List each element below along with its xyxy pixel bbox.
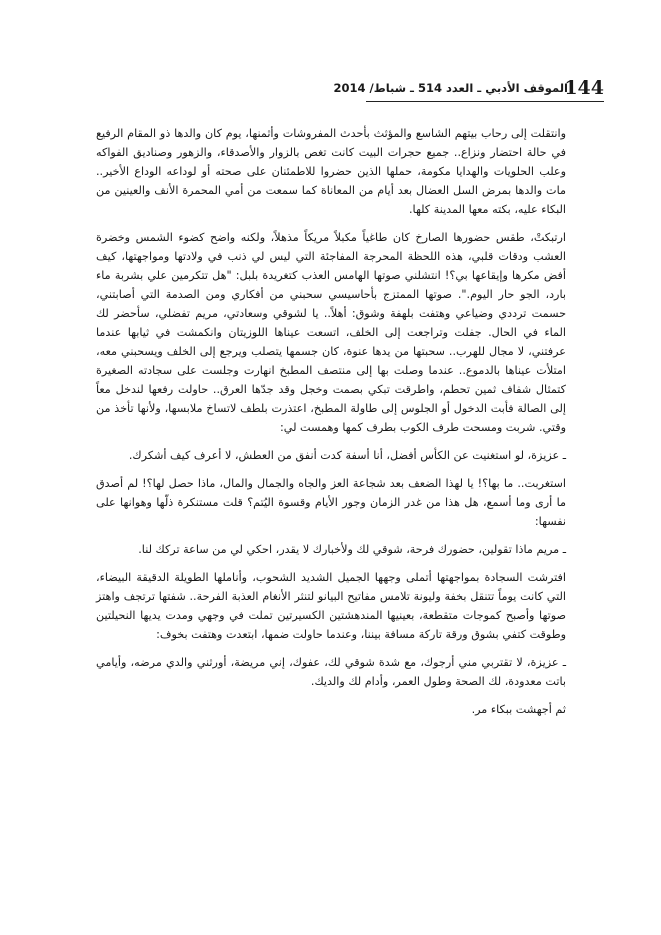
paragraph: افترشت السجادة بمواجهتها أتملى وجهها الجميل الشديد الشحوب، وأناملها الطويلة الدقيقة البيضاء، التي كانت يوماً تتنقل بخفة وليونة تلامس مفاتيح البيانو لتنثر الأنغام العذبة الفرحة.. شفتها ترتجف واهتز صوتها وأصبح كموجات متقطعة، بعينيها المندهشتين الكسيرتين تملت في وجهي ومدت يديها النحيلتين وطوقت كتفي بشوق ورقة تاركة مسافة بيننا، وعندما حاولت ضمها، ابتعدت وهتفت بخوف:	[96, 571, 566, 641]
paragraph: وانتقلت إلى رحاب بيتهم الشاسع والمؤثث بأحدث المفروشات وأثمنها، يوم كان والدها ذو المقام الرفيع في حالة احتضار ونزاع.. جميع حجرات البيت كانت تغص بالزوار والأصدقاء، والزهور وصناديق الفواكه وعلب الحلويات والهدايا مكومة، حملها الذين حضروا للاطمئنان على صحته أو لوداعه الوداع الأخير.. مات والدها بمرض السل العضال بعد أيام من المعاناة كما سمعت من أمي المحمرة الأنف والعينين من البكاء عليه، بكته معها المدينة كلها.	[96, 127, 566, 216]
header-divider	[366, 101, 604, 102]
page-header	[333, 76, 604, 100]
article-body	[96, 124, 566, 728]
paragraph: ثم أجهشت ببكاء مر.	[471, 703, 566, 716]
running-head: الموقف الأدبي ـ العدد 514 ـ شباط/ 2014	[333, 81, 568, 95]
paragraph: ارتبكتْ، طقس حضورها الصارخ كان طاغياً مكبلاً مريكاً مذهلاً، ولكنه واضح كضوء الشمس وخضرة العشب ودقات قلبي، هذه اللحظة المحرجة المفاجئة التي ليس لي ذنب في ولادتها ومواجهتها، كيف أفض مكرها وإيقاعها بي؟! انتشلني صوتها الهامس العذب كتغريدة بلبل: "هل تتكرمين علي بشربة ماء بارد، الجو حار اليوم.". صوتها الممتزج بأحاسيسي سحبني من أفكاري ومن الصدمة التي أصابتني، حسمت ترددي وضياعي وهتفت بلهفة وشوق: أهلاً.. يا لشوقي وسعادتي، مريم تفضلي، سأحضر لك الماء في الحال. جفلت وتراجعت إلى الخلف، اتسعت عيناها اللوزيتان وانكمشت في ثيابها عندما عرفتني، لا مجال للهرب.. سحبتها من يدها عنوة، كان جسمها يتصلب ويرجع إلى الخلف ويسحبني معه، امتلأت عيناها بالدموع.. عندما وصلت بها إلى منتصف المطبخ انهارت وجلست على سجادته الصغيرة كتمثال شفاف ثمين تحطم، واطرقت تبكي بصمت وخجل وقد جدّها العرق.. حاولت رفعها لندخل معاً إلى الصالة فأبت الدخول أو الجلوس إلى طاولة المطبخ، اعتذرت بلطف لاتساخ ملابسها، ولأنها تأخذ من وقتي. شربت ومسحت طرف الكوب بطرف كمها وهمست لي:	[96, 231, 566, 434]
dialogue-line: ـ مريم ماذا تقولين، حضورك فرحة، شوقي لك ولأخبارك لا يقدر، احكي لي من ساعة تركك لنا.	[138, 543, 566, 556]
dialogue-line: ـ عزيزة، لا تقتربي مني أرجوك، مع شدة شوقي لك، عفوك، إني مريضة، أورثني والدي مرضه، وأيامي باتت معدودة، لك الصحة وطول العمر، وأدام لك والديك.	[96, 656, 566, 688]
dialogue-line: ـ عزيزة، لو استغنيت عن الكأس أفضل، أنا أسفة كدت أنفق من العطش، لا أعرف كيف أشكرك.	[128, 449, 566, 462]
page-number: 144	[564, 77, 604, 99]
paragraph: استغربت.. ما بها؟! يا لهذا الضعف بعد شجاعة العز والجاه والجمال والمال، ماذا حصل لها؟! لم أصدق ما أرى وما أسمع، هل هذا من غدر الزمان وجور الأيام وقسوة اليُتم؟ قلت مستنكرة ذلّها وهوانها على نفسها:	[96, 477, 566, 528]
